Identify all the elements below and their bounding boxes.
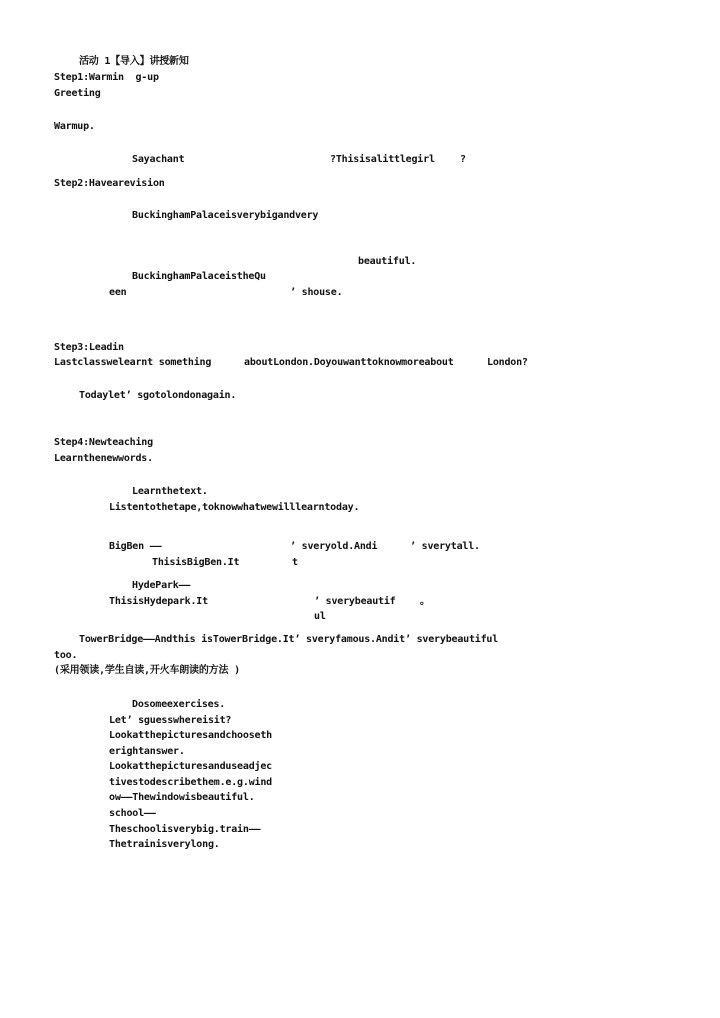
chant-question-mark: ? xyxy=(460,154,466,165)
towerbridge-wrap: too. xyxy=(54,650,78,661)
hydepark-beautiful: ’ sverybeautif xyxy=(314,596,396,607)
exercise-line: Thetrainisverylong. xyxy=(109,839,220,850)
leadin-line-1a: Lastclasswelearnt something xyxy=(54,357,212,368)
exercise-line: Lookatthepicturesandchooseth xyxy=(109,730,272,741)
chant-sentence: ?Thisisalittlegirl xyxy=(330,154,435,165)
leadin-line-1b: aboutLondon.Doyouwanttoknowmoreabout xyxy=(244,357,454,368)
step3-title: Step3:Leadin xyxy=(54,342,124,353)
revision-line-1: BuckinghamPalaceisverybigandvery xyxy=(132,210,319,221)
leadin-line-1c: London? xyxy=(487,357,528,368)
hydepark-period: 。 xyxy=(420,596,430,607)
step2-title: Step2:Havearevision xyxy=(54,178,165,189)
hydepark-wrap: ul xyxy=(314,611,326,622)
revision-line-2: BuckinghamPalaceistheQu xyxy=(132,271,266,282)
exercise-line: erightanswer. xyxy=(109,746,185,757)
exercise-line: Theschoolisverybig.train—— xyxy=(109,824,261,835)
new-words: Learnthenewwords. xyxy=(54,453,153,464)
exercises-title: Dosomeexercises. xyxy=(132,699,226,710)
step4-title: Step4:Newteaching xyxy=(54,437,153,448)
leadin-line-2: Todaylet’ sgotolondonagain. xyxy=(79,390,237,401)
bigben-old: ’ sveryold.Andi xyxy=(290,541,378,552)
reading-method: (采用领读,学生自读,开火车朗读的方法 ) xyxy=(54,665,240,676)
revision-line-2-wrap: een xyxy=(109,287,127,298)
chant-label: Sayachant xyxy=(132,154,185,165)
exercise-line: ow——Thewindowisbeautiful. xyxy=(109,792,255,803)
exercise-line: school—— xyxy=(109,808,156,819)
greeting-text: Greeting xyxy=(54,88,101,99)
revision-line-1-end: beautiful. xyxy=(358,256,417,267)
listen-tape: Listentothetape,toknowwhatwewilllearntoday. xyxy=(109,502,360,513)
bigben-sentence: ThisisBigBen.It xyxy=(152,557,240,568)
lesson-heading: 活动 1【导入】讲授新知 xyxy=(79,56,189,67)
hydepark-label: HydePark—— xyxy=(132,580,191,591)
bigben-label: BigBen —— xyxy=(109,541,162,552)
revision-line-2-end: ’ shouse. xyxy=(290,287,343,298)
bigben-wrap: t xyxy=(292,557,298,568)
exercise-line: Let’ sguesswhereisit? xyxy=(109,715,232,726)
learn-text: Learnthetext. xyxy=(132,486,208,497)
bigben-tall: ’ sverytall. xyxy=(410,541,480,552)
towerbridge-line: TowerBridge——Andthis isTowerBridge.It’ sveryfamous.Andit’ sverybeautiful xyxy=(79,634,499,645)
hydepark-sentence: ThisisHydepark.It xyxy=(109,596,208,607)
exercise-line: Lookatthepicturesanduseadjec xyxy=(109,761,272,772)
step1-title: Step1:Warmin g-up xyxy=(54,72,159,83)
exercise-line: tivestodescribethem.e.g.wind xyxy=(109,777,272,788)
warmup-text: Warmup. xyxy=(54,121,95,132)
